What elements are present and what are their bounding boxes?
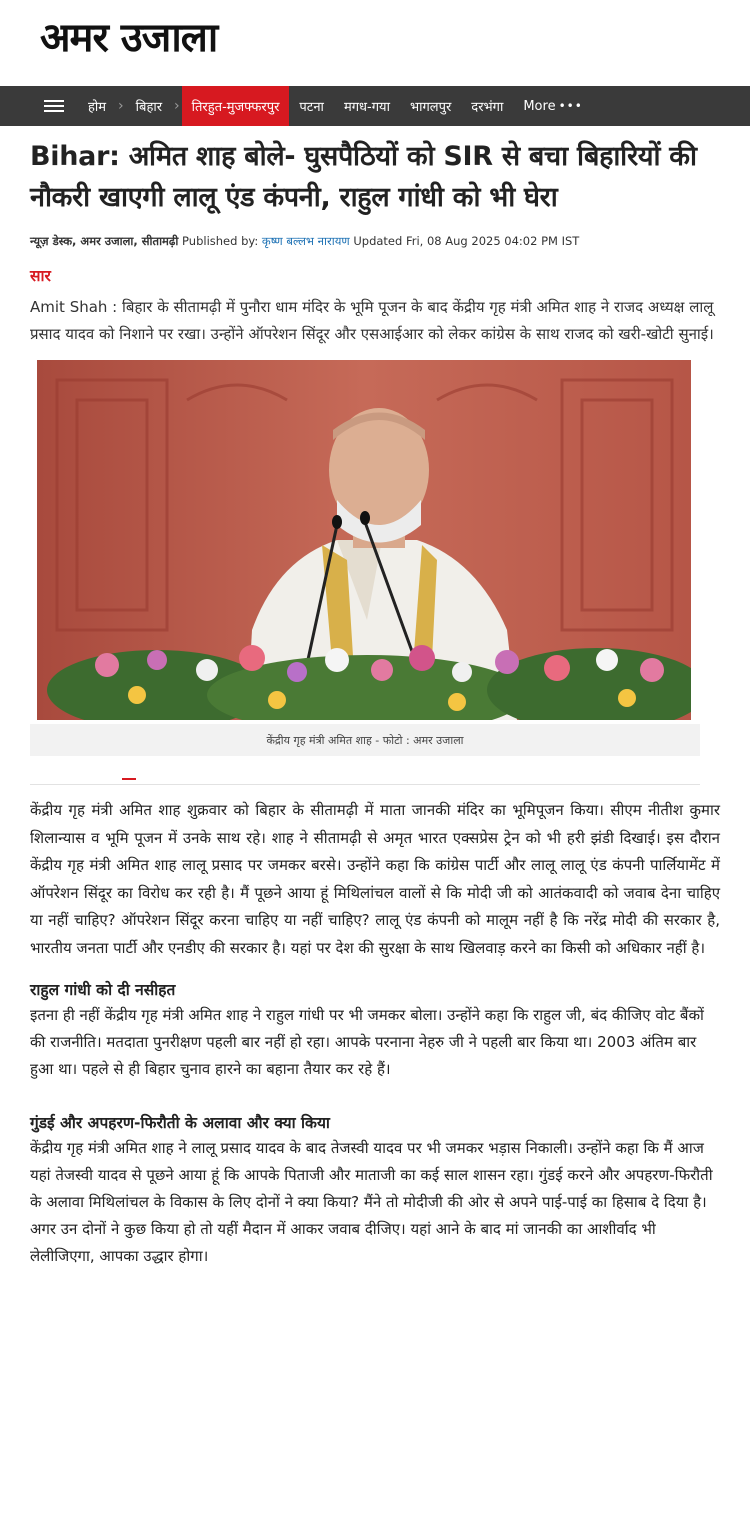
- article-paragraph-3: केंद्रीय गृह मंत्री अमित शाह ने लालू प्रसाद यादव के बाद तेजस्वी यादव पर भी जमकर भड़ास निकाली। उन्होंने कहा कि मैं आज यहां तेजस्वी यादव से पूछने आया हूं कि आपके पिताजी और माताजी का कई साल शासन रहा। गुंडई करने और अपहरण-फिरौती के अलावा मिथिलांचल के विकास के लिए दोनों ने क्या किया? मैंने तो मोदीजी की ओर से अपने पाई-पाई का हिसाब दे दिया है। अगर उन दोनों ने कुछ किया हो तो यहीं मैदान में आकर जवाब दीजिए। यहां आने के बाद मां जानकी का आशीर्वाद भी लेलीजिएगा, आपका उद्धार होगा।: [30, 1139, 713, 1265]
- nav-more-label: More: [523, 98, 556, 114]
- nav-item-home[interactable]: होम: [88, 100, 107, 115]
- divider-accent: [122, 778, 136, 780]
- summary-label: सार: [30, 267, 51, 285]
- byline-published-label: Published by:: [182, 234, 259, 248]
- nav-item-darbhanga[interactable]: दरभंगा: [471, 100, 504, 115]
- breadcrumb-chevron-icon: ›: [118, 98, 124, 114]
- article-figure: [30, 360, 700, 756]
- article-byline: [30, 232, 720, 250]
- article-content: [30, 126, 720, 1270]
- article-paragraph-2: इतना ही नहीं केंद्रीय गृह मंत्री अमित शाह ने राहुल गांधी पर भी जमकर बोला। उन्होंने कहा कि राहुल जी, बंद कीजिए वोट बैंकों की राजनीति। मतदाता पुनरीक्षण पहली बार नहीं हो रहा। आपके परनाना नेहरु जी ने पहली बार किया था। 2003 अंतिम बार हुआ था। पहले से ही बिहार चुनाव हारने का बहाना तैयार कर रहे हैं।: [30, 1006, 704, 1078]
- nav-item-tirhut-muzaffarpur[interactable]: तिरहुत-मुजफ्फरपुर: [182, 86, 290, 126]
- site-logo[interactable]: अमर उजाला: [40, 15, 218, 61]
- article-subheading-1: राहुल गांधी को दी नसीहत: [30, 981, 176, 999]
- main-nav: [0, 86, 750, 126]
- breadcrumb-chevron-icon: ›: [174, 98, 180, 114]
- nav-more-button[interactable]: [513, 86, 592, 126]
- masthead: [0, 0, 750, 86]
- byline-updated: Updated Fri, 08 Aug 2025 04:02 PM IST: [353, 234, 580, 248]
- nav-item-bihar[interactable]: बिहार: [135, 100, 163, 115]
- article-paragraph-1: केंद्रीय गृह मंत्री अमित शाह शुक्रवार को बिहार के सीतामढ़ी में माता जानकी मंदिर का भूमिपूजन किया। सीएम नीतीश कुमार शिलान्यास व भूमि पूजन में उनके साथ रहे। शाह ने सीतामढ़ी से अमृत भारत एक्सप्रेस ट्रेन को भी हरी झंडी दिखाई। इस दौरान केंद्रीय गृह मंत्री अमित शाह लालू प्रसाद पर जमकर बरसे। उन्होंने कहा कि कांग्रेस पार्टी और लालू लालू एंड कंपनी पार्लियामेंट में ऑपरेशन सिंदूर का विरोध कर रही है। मैं पूछने आया हूं मिथिलांचल वालों से कि मोदी जी को आतंकवादी को जवाब देना चाहिए या नहीं चाहिए? ऑपरेशन सिंदूर करना चाहिए या नहीं चाहिए? लालू एंड कंपनी को मालूम नहीं है कि नरेंद्र मोदी की सरकार है, भारतीय जनता पार्टी और एनडीए की सरकार है। यहां पर देश की सुरक्षा के साथ खिलवाड़ करने का किसी को अधिकार नहीं है।: [30, 801, 720, 957]
- photo-caption: केंद्रीय गृह मंत्री अमित शाह - फोटो : अमर उजाला: [30, 724, 700, 756]
- nav-item-magadh-gaya[interactable]: मगध-गया: [343, 100, 390, 115]
- article-photo[interactable]: [37, 360, 691, 720]
- menu-hamburger-icon[interactable]: [44, 100, 64, 112]
- article-headline: Bihar: अमित शाह बोले- घुसपैठियों को SIR से बचा बिहारियों की नौकरी खाएगी लालू एंड कंपनी, राहुल गांधी को भी घेरा: [30, 141, 697, 213]
- article-subheading-2: गुंडई और अपहरण-फिरौती के अलावा और क्या किया: [30, 1114, 330, 1132]
- nav-item-bhagalpur[interactable]: भागलपुर: [409, 100, 452, 115]
- nav-item-patna[interactable]: पटना: [299, 100, 324, 115]
- more-dots-icon: •••: [558, 99, 583, 113]
- article-summary: Amit Shah : बिहार के सीतामढ़ी में पुनौरा धाम मंदिर के भूमि पूजन के बाद केंद्रीय गृह मंत्री अमित शाह ने राजद अध्यक्ष लालू प्रसाद यादव को निशाने पर रखा। उन्होंने ऑपरेशन सिंदूर और एसआईआर को लेकर कांग्रेस के साथ राजद को खरी-खोटी सुनाई।: [30, 298, 714, 343]
- byline-author-link[interactable]: कृष्ण बल्लभ नारायण: [261, 234, 350, 248]
- section-divider: [30, 784, 700, 785]
- byline-desk: न्यूज़ डेस्क, अमर उजाला, सीतामढ़ी: [30, 234, 179, 248]
